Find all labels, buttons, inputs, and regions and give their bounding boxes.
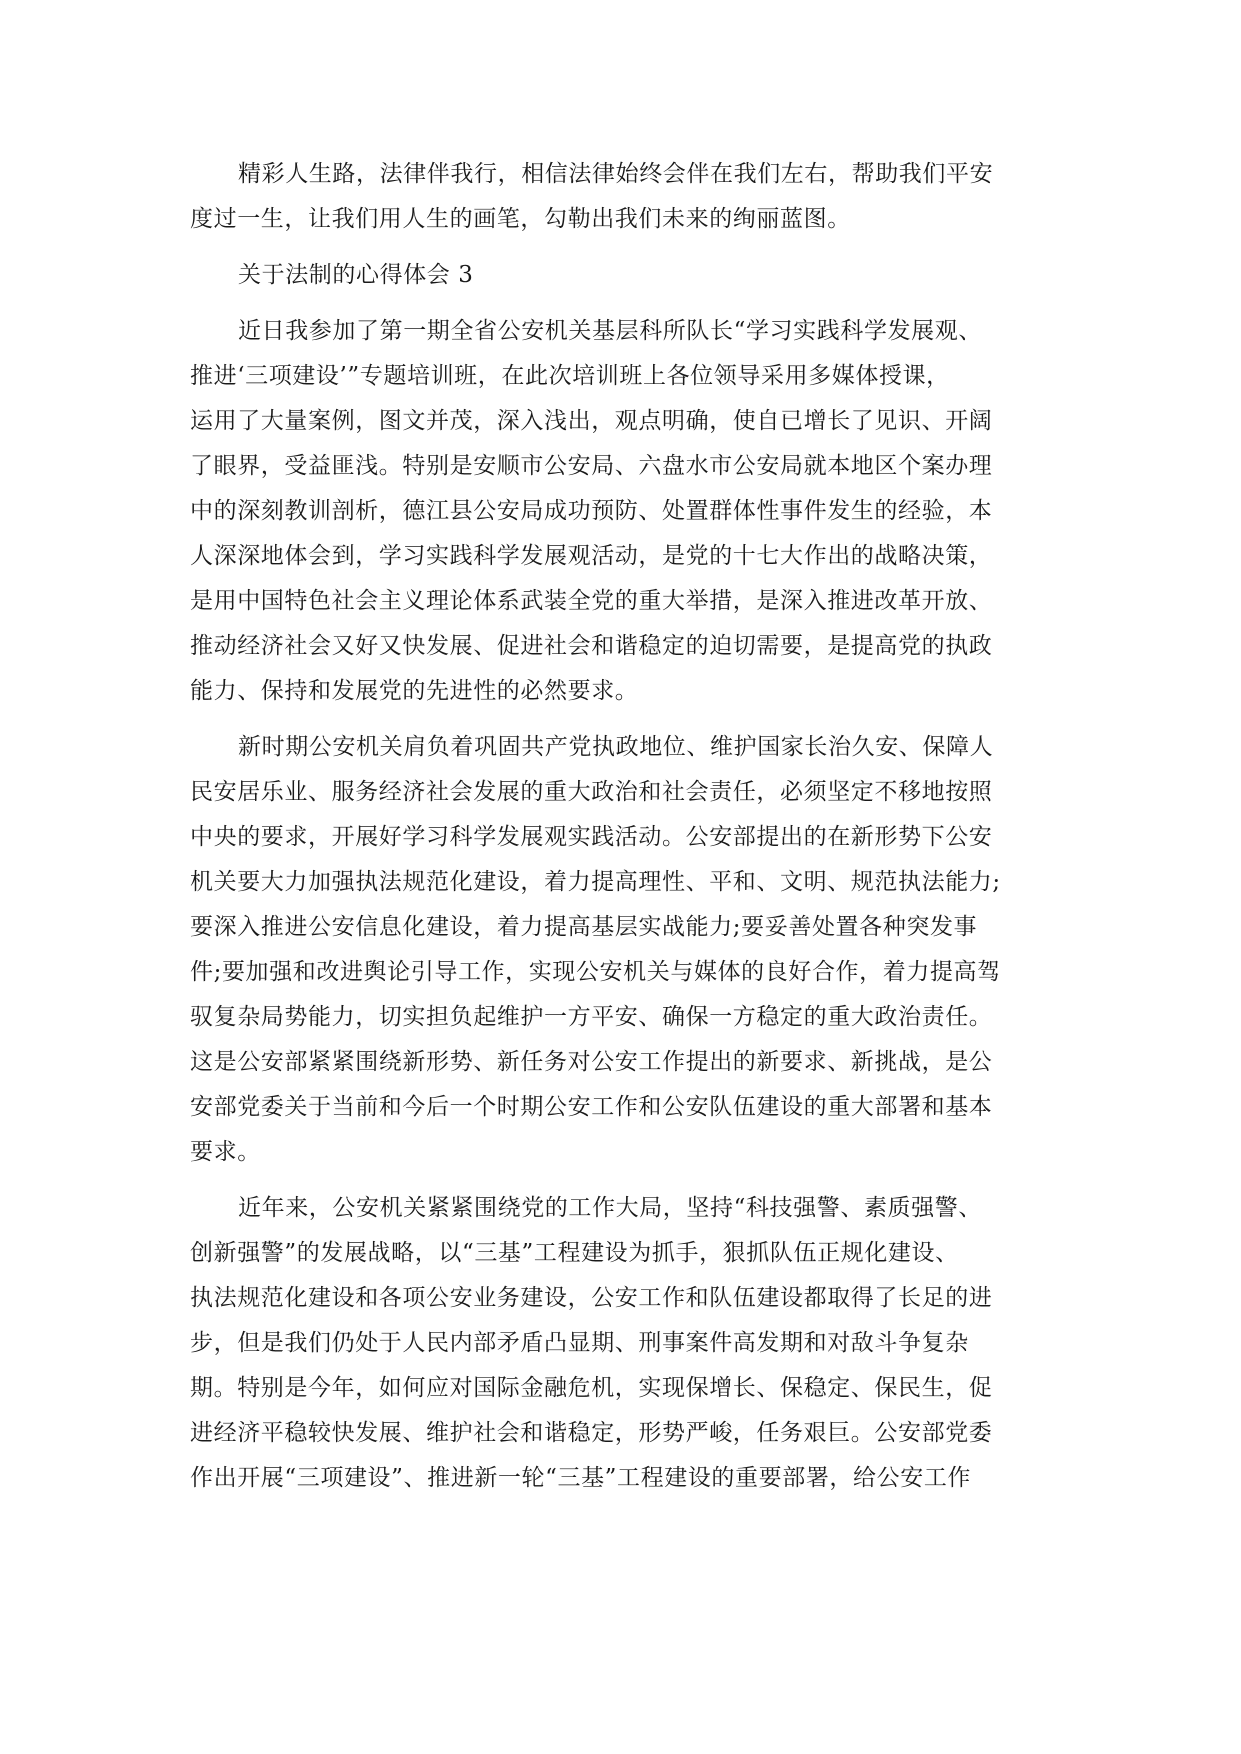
text-line: 要求。 — [190, 1139, 261, 1165]
text-line: 运用了大量案例，图文并茂，深入浅出，观点明确，使自已增长了见识、开阔 — [190, 408, 993, 434]
text-line: 人深深地体会到，学习实践科学发展观活动，是党的十七大作出的战略决策， — [190, 543, 993, 569]
text-line: 机关要大力加强执法规范化建设，着力提高理性、平和、文明、规范执法能力; — [190, 869, 1001, 895]
text-line: 精彩人生路，法律伴我行，相信法律始终会伴在我们左右，帮助我们平安 — [238, 161, 994, 187]
paragraph-1 — [190, 309, 1050, 714]
text-line: 安部党委关于当前和今后一个时期公安工作和公安队伍建设的重大部署和基本 — [190, 1094, 993, 1120]
text-line: 推动经济社会又好又快发展、促进社会和谐稳定的迫切需要，是提高党的执政 — [190, 633, 993, 659]
paragraph-3 — [190, 1186, 1050, 1501]
text-line: 新时期公安机关肩负着巩固共产党执政地位、维护国家长治久安、保障人 — [238, 734, 994, 760]
text-line: 中的深刻教训剖析，德江县公安局成功预防、处置群体性事件发生的经验，本 — [190, 498, 993, 524]
text-line: 进经济平稳较快发展、维护社会和谐稳定，形势严峻，任务艰巨。公安部党委 — [190, 1420, 993, 1446]
paragraph-closing — [190, 152, 1050, 242]
text-line: 作出开展“三项建设”、推进新一轮“三基”工程建设的重要部署，给公安工作 — [190, 1465, 972, 1491]
text-line: 度过一生，让我们用人生的画笔，勾勒出我们未来的绚丽蓝图。 — [190, 206, 851, 232]
text-line: 了眼界，受益匪浅。特别是安顺市公安局、六盘水市公安局就本地区个案办理 — [190, 453, 993, 479]
text-line: 件;要加强和改进舆论引导工作，实现公安机关与媒体的良好合作，着力提高驾 — [190, 959, 1001, 985]
text-line: 执法规范化建设和各项公安业务建设，公安工作和队伍建设都取得了长足的进 — [190, 1285, 993, 1311]
text-line: 是用中国特色社会主义理论体系武装全党的重大举措，是深入推进改革开放、 — [190, 588, 993, 614]
text-line: 创新强警”的发展战略，以“三基”工程建设为抓手，狠抓队伍正规化建设、 — [190, 1240, 959, 1266]
text-line: 期。特别是今年，如何应对国际金融危机，实现保增长、保稳定、保民生，促 — [190, 1375, 993, 1401]
text-line: 近年来，公安机关紧紧围绕党的工作大局，坚持“科技强警、素质强警、 — [238, 1195, 982, 1221]
text-line: 中央的要求，开展好学习科学发展观实践活动。公安部提出的在新形势下公安 — [190, 824, 993, 850]
text-line: 要深入推进公安信息化建设，着力提高基层实战能力;要妥善处置各种突发事 — [190, 914, 978, 940]
document-body — [190, 152, 1050, 1512]
text-line: 这是公安部紧紧围绕新形势、新任务对公安工作提出的新要求、新挑战，是公 — [190, 1049, 993, 1075]
section-heading: 关于法制的心得体会 3 — [238, 262, 474, 288]
text-line: 近日我参加了第一期全省公安机关基层科所队长“学习实践科学发展观、 — [238, 318, 982, 344]
text-line: 步，但是我们仍处于人民内部矛盾凸显期、刑事案件高发期和对敌斗争复杂 — [190, 1330, 969, 1356]
text-line: 推进‘三项建设’”专题培训班，在此次培训班上各位领导采用多媒体授课， — [190, 363, 950, 389]
paragraph-2 — [190, 725, 1050, 1175]
text-line: 民安居乐业、服务经济社会发展的重大政治和社会责任，必须坚定不移地按照 — [190, 779, 993, 805]
text-line: 能力、保持和发展党的先进性的必然要求。 — [190, 678, 639, 704]
text-line: 驭复杂局势能力，切实担负起维护一方平安、确保一方稳定的重大政治责任。 — [190, 1004, 993, 1030]
